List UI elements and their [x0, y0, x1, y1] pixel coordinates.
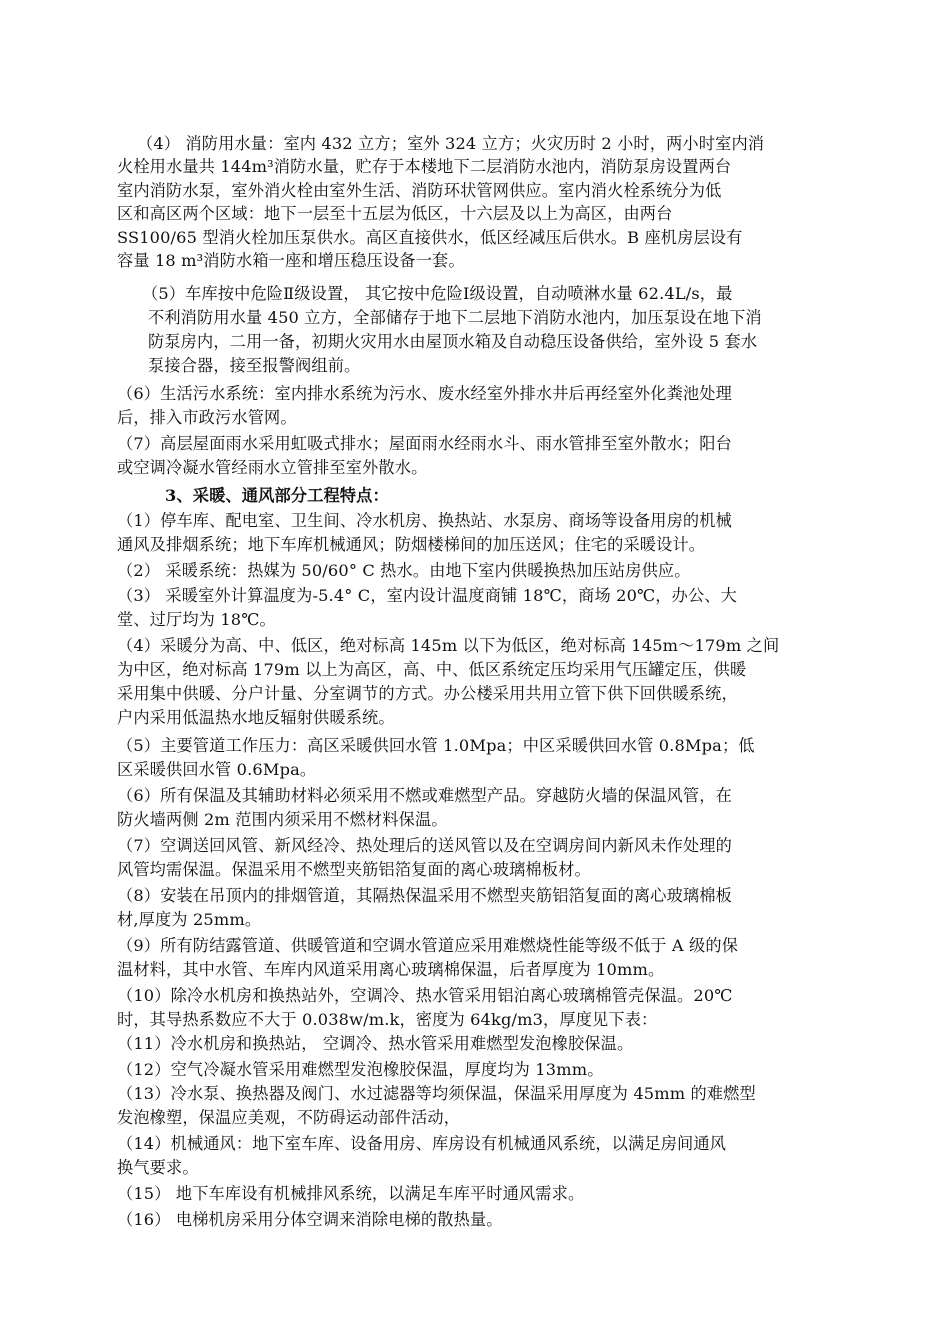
- text-line: （12）空气冷凝水管采用难燃型发泡橡胶保温，厚度均为 13mm。: [117, 1060, 604, 1079]
- text-line: 通风及排烟系统；地下车库机械通风；防烟楼梯间的加压送风；住宅的采暖设计。: [117, 535, 706, 554]
- text-line: （10）除冷水机房和换热站外，空调冷、热水管采用铝泊离心玻璃棉管壳保温。20℃: [117, 986, 733, 1005]
- text-line: 采用集中供暖、分户计量、分室调节的方式。办公楼采用共用立管下供下回供暖系统，: [117, 684, 738, 703]
- text-line: 室内消防水泵，室外消火栓由室外生活、消防环状管网供应。室内消火栓系统分为低: [117, 181, 722, 200]
- text-line: 防火墙两侧 2m 范围内须采用不燃材料保温。: [117, 810, 448, 829]
- text-line: （7）空调送回风管、新风经冷、热处理后的送风管以及在空调房间内新风未作处理的: [117, 836, 732, 855]
- text-line: 不利消防用水量 450 立方，全部储存于地下二层地下消防水池内，加压泵设在地下消: [148, 308, 762, 327]
- text-line: （8）安装在吊顶内的排烟管道，其隔热保温采用不燃型夹筋铝箔复面的离心玻璃棉板: [117, 886, 732, 905]
- text-line: SS100/65 型消火栓加压泵供水。高区直接供水，低区经减压后供水。B 座机房层设有: [117, 228, 743, 247]
- text-line: 区采暖供回水管 0.6Mpa。: [117, 760, 317, 779]
- text-line: （1）停车库、配电室、卫生间、冷水机房、换热站、水泵房、商场等设备用房的机械: [117, 511, 732, 530]
- text-line: 户内采用低温热水地反辐射供暖系统。: [117, 708, 395, 727]
- text-line: 区和高区两个区域：地下一层至十五层为低区，十六层及以上为高区，由两台: [117, 204, 673, 223]
- text-line: （13）冷水泵、换热器及阀门、水过滤器等均须保温，保温采用厚度为 45mm 的难燃型: [117, 1084, 756, 1103]
- section-heading: 3、采暖、通风部分工程特点：: [165, 486, 389, 505]
- text-line: （2） 采暖系统：热媒为 50/60° C 热水。由地下室内供暖换热加压站房供应。: [117, 561, 691, 580]
- text-line: （7）高层屋面雨水采用虹吸式排水；屋面雨水经雨水斗、雨水管排至室外散水；阳台: [117, 434, 732, 453]
- text-line: 防泵房内，二用一备，初期火灾用水由屋顶水箱及自动稳压设备供给，室外设 5 套水: [148, 332, 758, 351]
- text-line: 泵接合器，接至报警阀组前。: [148, 356, 361, 375]
- text-line: （11）冷水机房和换热站， 空调冷、热水管采用难燃型发泡橡胶保温。: [117, 1034, 634, 1053]
- text-line: （6）所有保温及其辅助材料必须采用不燃或难燃型产品。穿越防火墙的保温风管，在: [117, 786, 732, 805]
- text-line: （9）所有防结露管道、供暖管道和空调水管道应采用难燃烧性能等级不低于 A 级的保: [117, 936, 739, 955]
- text-line: 材,厚度为 25mm。: [117, 910, 262, 929]
- text-line: 后，排入市政污水管网。: [117, 408, 297, 427]
- text-line: （4）采暖分为高、中、低区，绝对标高 145m 以下为低区，绝对标高 145m～179m 之间: [117, 636, 780, 655]
- text-line: （15） 地下车库设有机械排风系统，以满足车库平时通风需求。: [117, 1184, 585, 1203]
- text-line: 风管均需保温。保温采用不燃型夹筋铝箔复面的离心玻璃棉板材。: [117, 860, 591, 879]
- text-line: （16） 电梯机房采用分体空调来消除电梯的散热量。: [117, 1210, 503, 1229]
- text-line: 容量 18 m³消防水箱一座和增压稳压设备一套。: [117, 251, 465, 270]
- text-line: 或空调冷凝水管经雨水立管排至室外散水。: [117, 458, 428, 477]
- text-line: （4） 消防用水量：室内 432 立方；室外 324 立方；火灾历时 2 小时，两小时室内消: [137, 134, 765, 153]
- text-line: 换气要求。: [117, 1158, 199, 1177]
- text-line: （5）车库按中危险Ⅱ级设置， 其它按中危险Ⅰ级设置，自动喷淋水量 62.4L/s，最: [142, 284, 733, 303]
- text-line: （14）机械通风：地下室车库、设备用房、库房设有机械通风系统，以满足房间通风: [117, 1134, 727, 1153]
- text-line: 为中区，绝对标高 179m 以上为高区，高、中、低区系统定压均采用气压罐定压，供暖: [117, 660, 747, 679]
- text-line: 发泡橡塑，保温应美观，不防碍运动部件活动，: [117, 1108, 461, 1127]
- text-line: 堂、过厅均为 18℃。: [117, 610, 276, 629]
- text-line: 火栓用水量共 144m³消防水量，贮存于本楼地下二层消防水池内，消防泵房设置两台: [117, 157, 732, 176]
- text-line: （5）主要管道工作压力：高区采暖供回水管 1.0Mpa；中区采暖供回水管 0.8Mpa；低: [117, 736, 755, 755]
- text-line: 温材料，其中水管、车库内风道采用离心玻璃棉保温，后者厚度为 10mm。: [117, 960, 665, 979]
- text-line: （6）生活污水系统：室内排水系统为污水、废水经室外排水井后再经室外化粪池处理: [117, 384, 732, 403]
- text-line: 时，其导热系数应不大于 0.038w/m.k，密度为 64kg/m3，厚度见下表：: [117, 1010, 658, 1029]
- text-line: （3） 采暖室外计算温度为-5.4° C，室内设计温度商铺 18℃，商场 20℃，办公、大: [117, 586, 737, 605]
